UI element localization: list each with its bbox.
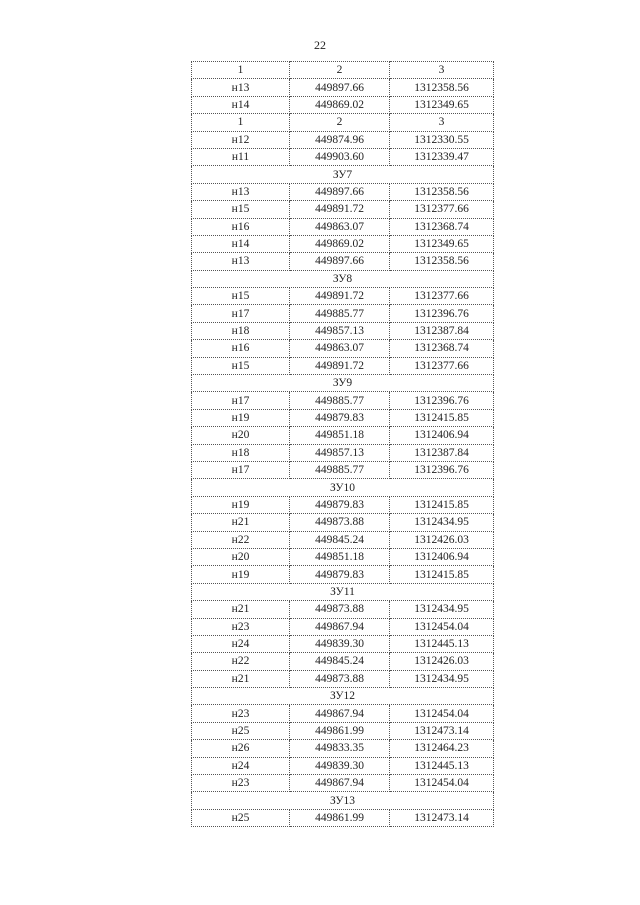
y-coordinate-cell: 1312454.04 [390,618,494,635]
point-id-cell: н23 [192,705,290,722]
section-row [192,166,494,183]
table-row [192,601,494,618]
point-id-cell: н19 [192,409,290,426]
x-coordinate-cell: 449863.07 [290,340,390,357]
point-id-cell: н15 [192,201,290,218]
x-coordinate-cell: 449861.99 [290,722,390,739]
table-row [192,288,494,305]
point-id-cell: н20 [192,548,290,565]
y-coordinate-cell: 1312426.03 [390,653,494,670]
y-coordinate-cell: 1312434.95 [390,514,494,531]
point-id-cell: н25 [192,809,290,826]
column-number-3: 3 [390,114,494,131]
x-coordinate-cell: 449891.72 [290,357,390,374]
y-coordinate-cell: 1312426.03 [390,531,494,548]
section-label: ЗУ7 [192,166,494,183]
x-coordinate-cell: 449869.02 [290,96,390,113]
section-label: ЗУ10 [192,479,494,496]
y-coordinate-cell: 1312406.94 [390,427,494,444]
point-id-cell: н21 [192,601,290,618]
point-id-cell: н19 [192,496,290,513]
y-coordinate-cell: 1312330.55 [390,131,494,148]
point-id-cell: н15 [192,288,290,305]
point-id-cell: н16 [192,218,290,235]
table-row [192,670,494,687]
table-row [192,340,494,357]
table-row [192,496,494,513]
y-coordinate-cell: 1312396.76 [390,392,494,409]
y-coordinate-cell: 1312387.84 [390,444,494,461]
table-row [192,566,494,583]
point-id-cell: н17 [192,392,290,409]
table-row [192,809,494,826]
point-id-cell: н23 [192,618,290,635]
y-coordinate-cell: 1312454.04 [390,775,494,792]
column-number-1: 1 [192,114,290,131]
x-coordinate-cell: 449873.88 [290,601,390,618]
coordinates-table-body [192,62,494,827]
table-row [192,357,494,374]
y-coordinate-cell: 1312377.66 [390,357,494,374]
x-coordinate-cell: 449845.24 [290,653,390,670]
point-id-cell: н22 [192,653,290,670]
column-number-3: 3 [390,62,494,79]
point-id-cell: н12 [192,131,290,148]
section-label: ЗУ13 [192,792,494,809]
x-coordinate-cell: 449857.13 [290,322,390,339]
x-coordinate-cell: 449857.13 [290,444,390,461]
x-coordinate-cell: 449885.77 [290,461,390,478]
x-coordinate-cell: 449839.30 [290,757,390,774]
table-row [192,635,494,652]
y-coordinate-cell: 1312415.85 [390,409,494,426]
table-row [192,531,494,548]
point-id-cell: н18 [192,444,290,461]
point-id-cell: н13 [192,253,290,270]
point-id-cell: н20 [192,427,290,444]
x-coordinate-cell: 449845.24 [290,531,390,548]
table-row [192,305,494,322]
table-row [192,235,494,252]
section-row [192,479,494,496]
table-row [192,409,494,426]
y-coordinate-cell: 1312377.66 [390,288,494,305]
column-number-1: 1 [192,62,290,79]
x-coordinate-cell: 449897.66 [290,253,390,270]
y-coordinate-cell: 1312434.95 [390,601,494,618]
point-id-cell: н17 [192,461,290,478]
point-id-cell: н26 [192,740,290,757]
x-coordinate-cell: 449839.30 [290,635,390,652]
table-row [192,131,494,148]
y-coordinate-cell: 1312415.85 [390,496,494,513]
section-label: ЗУ9 [192,375,494,392]
x-coordinate-cell: 449851.18 [290,427,390,444]
column-number-row [192,114,494,131]
table-row [192,653,494,670]
y-coordinate-cell: 1312473.14 [390,722,494,739]
x-coordinate-cell: 449891.72 [290,288,390,305]
table-row [192,148,494,165]
x-coordinate-cell: 449869.02 [290,235,390,252]
point-id-cell: н24 [192,757,290,774]
point-id-cell: н16 [192,340,290,357]
table-row [192,96,494,113]
table-row [192,548,494,565]
x-coordinate-cell: 449867.94 [290,775,390,792]
point-id-cell: н24 [192,635,290,652]
x-coordinate-cell: 449867.94 [290,618,390,635]
x-coordinate-cell: 449897.66 [290,183,390,200]
y-coordinate-cell: 1312339.47 [390,148,494,165]
x-coordinate-cell: 449879.83 [290,566,390,583]
table-row [192,514,494,531]
section-row [192,270,494,287]
x-coordinate-cell: 449873.88 [290,670,390,687]
point-id-cell: н22 [192,531,290,548]
column-number-2: 2 [290,114,390,131]
y-coordinate-cell: 1312396.76 [390,305,494,322]
x-coordinate-cell: 449885.77 [290,305,390,322]
point-id-cell: н21 [192,514,290,531]
coordinates-table [191,61,494,827]
table-row [192,705,494,722]
point-id-cell: н15 [192,357,290,374]
table-row [192,79,494,96]
y-coordinate-cell: 1312368.74 [390,340,494,357]
y-coordinate-cell: 1312396.76 [390,461,494,478]
point-id-cell: н14 [192,235,290,252]
table-row [192,618,494,635]
y-coordinate-cell: 1312387.84 [390,322,494,339]
x-coordinate-cell: 449885.77 [290,392,390,409]
table-row [192,322,494,339]
y-coordinate-cell: 1312434.95 [390,670,494,687]
table-row [192,757,494,774]
table-row [192,253,494,270]
table-row [192,218,494,235]
point-id-cell: н11 [192,148,290,165]
section-row [192,583,494,600]
y-coordinate-cell: 1312406.94 [390,548,494,565]
x-coordinate-cell: 449879.83 [290,409,390,426]
point-id-cell: н25 [192,722,290,739]
point-id-cell: н17 [192,305,290,322]
point-id-cell: н13 [192,183,290,200]
y-coordinate-cell: 1312415.85 [390,566,494,583]
y-coordinate-cell: 1312454.04 [390,705,494,722]
y-coordinate-cell: 1312377.66 [390,201,494,218]
x-coordinate-cell: 449851.18 [290,548,390,565]
section-label: ЗУ11 [192,583,494,600]
y-coordinate-cell: 1312358.56 [390,183,494,200]
x-coordinate-cell: 449873.88 [290,514,390,531]
x-coordinate-cell: 449861.99 [290,809,390,826]
point-id-cell: н23 [192,775,290,792]
page-number: 22 [314,38,326,52]
y-coordinate-cell: 1312358.56 [390,253,494,270]
x-coordinate-cell: 449867.94 [290,705,390,722]
x-coordinate-cell: 449879.83 [290,496,390,513]
column-number-row [192,62,494,79]
table-row [192,722,494,739]
x-coordinate-cell: 449903.60 [290,148,390,165]
point-id-cell: н13 [192,79,290,96]
table-row [192,427,494,444]
section-row [192,375,494,392]
x-coordinate-cell: 449833.35 [290,740,390,757]
x-coordinate-cell: 449863.07 [290,218,390,235]
section-label: ЗУ12 [192,688,494,705]
table-row [192,201,494,218]
table-row [192,461,494,478]
y-coordinate-cell: 1312368.74 [390,218,494,235]
table-row [192,183,494,200]
section-row [192,792,494,809]
x-coordinate-cell: 449891.72 [290,201,390,218]
y-coordinate-cell: 1312445.13 [390,635,494,652]
table-row [192,740,494,757]
point-id-cell: н14 [192,96,290,113]
y-coordinate-cell: 1312349.65 [390,235,494,252]
point-id-cell: н18 [192,322,290,339]
y-coordinate-cell: 1312349.65 [390,96,494,113]
point-id-cell: н21 [192,670,290,687]
x-coordinate-cell: 449874.96 [290,131,390,148]
table-row [192,444,494,461]
table-row [192,775,494,792]
column-number-2: 2 [290,62,390,79]
table-row [192,392,494,409]
section-row [192,688,494,705]
y-coordinate-cell: 1312358.56 [390,79,494,96]
section-label: ЗУ8 [192,270,494,287]
y-coordinate-cell: 1312445.13 [390,757,494,774]
point-id-cell: н19 [192,566,290,583]
y-coordinate-cell: 1312464.23 [390,740,494,757]
x-coordinate-cell: 449897.66 [290,79,390,96]
y-coordinate-cell: 1312473.14 [390,809,494,826]
